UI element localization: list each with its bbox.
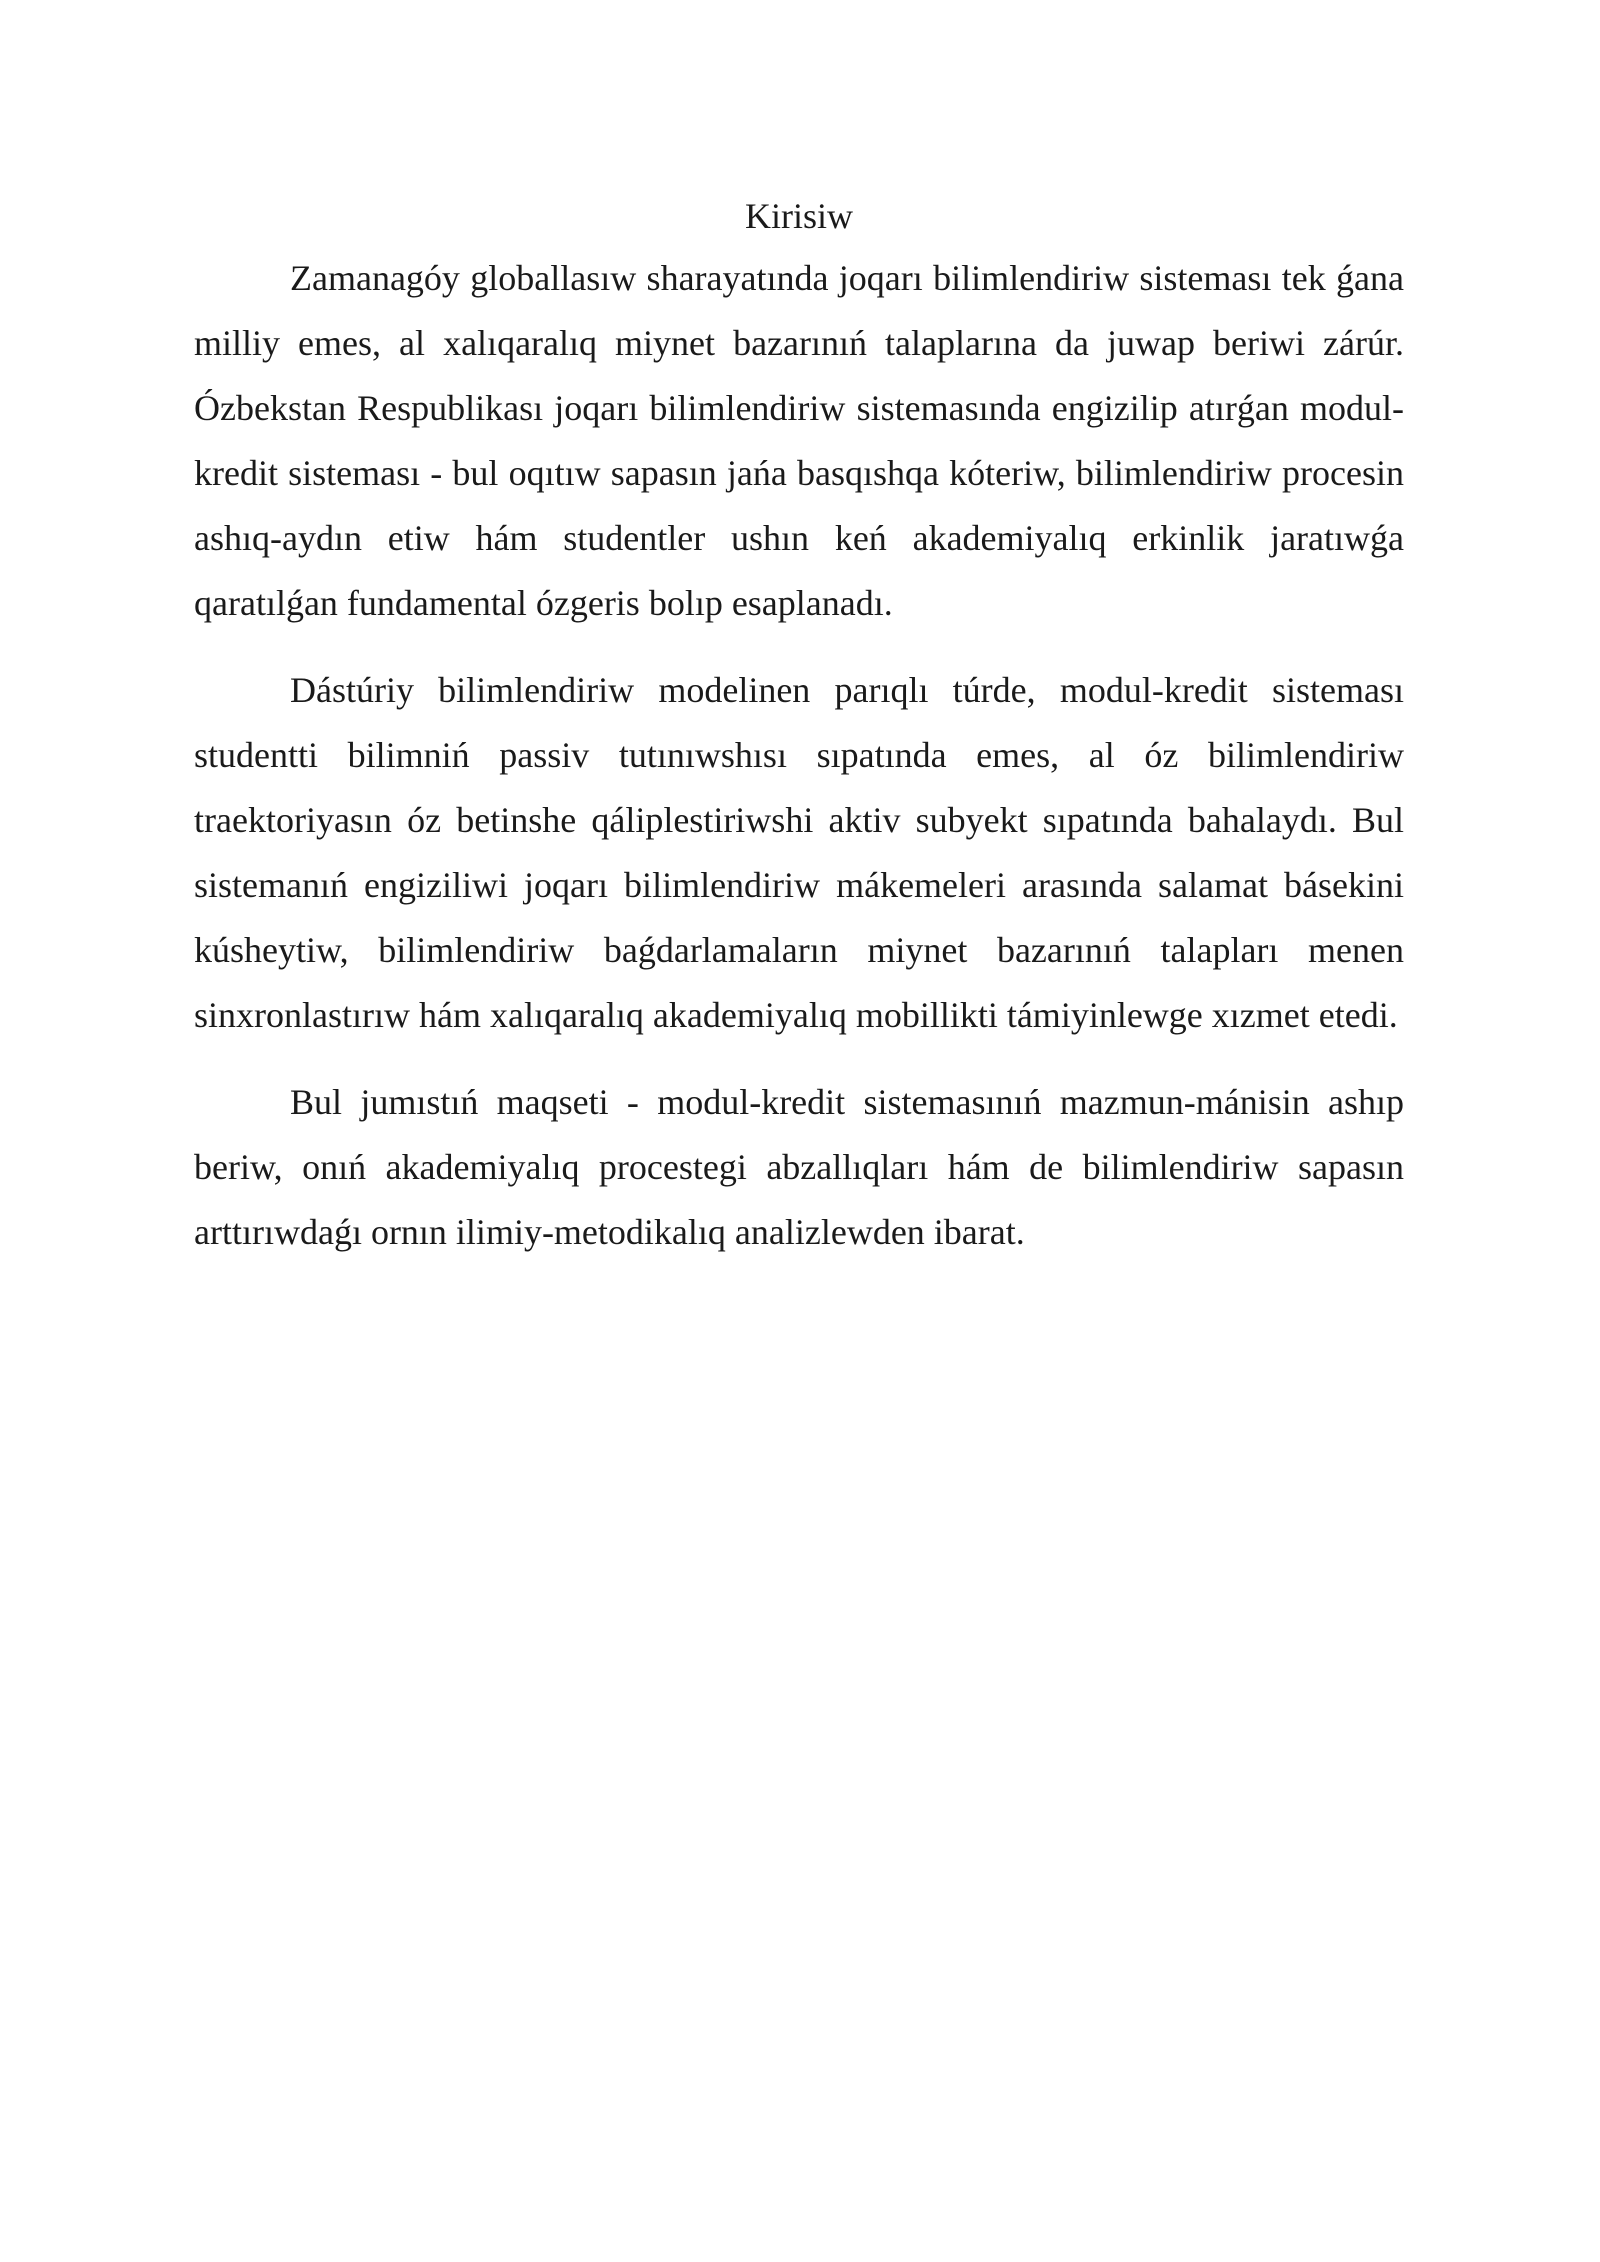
document-body	[194, 186, 1404, 1287]
paragraph-1: Zamanagóy globallasıw sharayatında joqarı bilimlendiriw sisteması tek ǵana milliy emes, al xalıqaralıq miynet bazarınıń talaplarına da juwap beriwi zárúr. Ózbekstan Respublikası joqarı bilimlendiriw sistemasında engizilip atırǵan modul-kredit sisteması - bul oqıtıw sapasın jańa basqıshqa kóteriw, bilimlendiriw procesin ashıq-aydın etiw hám studentler ushın keń akademiyalıq erkinlik jaratıwǵa qaratılǵan fundamental ózgeris bolıp esaplanadı.	[194, 258, 1404, 623]
document-heading: Kirisiw	[745, 196, 853, 236]
paragraph-2: Dástúriy bilimlendiriw modelinen parıqlı túrde, modul-kredit sisteması studentti bilimniń passiv tutınıwshısı sıpatında emes, al óz bilimlendiriw traektoriyasın óz betinshe qáliplestiriwshi aktiv subyekt sıpatında bahalaydı. Bul sistemanıń engiziliwi joqarı bilimlendiriw mákemeleri arasında salamat básekini kúsheytiw, bilimlendiriw baǵdarlamaların miynet bazarınıń talapları menen sinxronlastırıw hám xalıqaralıq akademiyalıq mobillikti támiyinlewge xızmet etedi.	[194, 670, 1404, 1035]
paragraph-3: Bul jumıstıń maqseti - modul-kredit sistemasınıń mazmun-mánisin ashıp beriw, onıń akademiyalıq procestegi abzallıqları hám de bilimlendiriw sapasın arttırıwdaǵı ornın ilimiy-metodikalıq analizlewden ibarat.	[194, 1082, 1404, 1252]
